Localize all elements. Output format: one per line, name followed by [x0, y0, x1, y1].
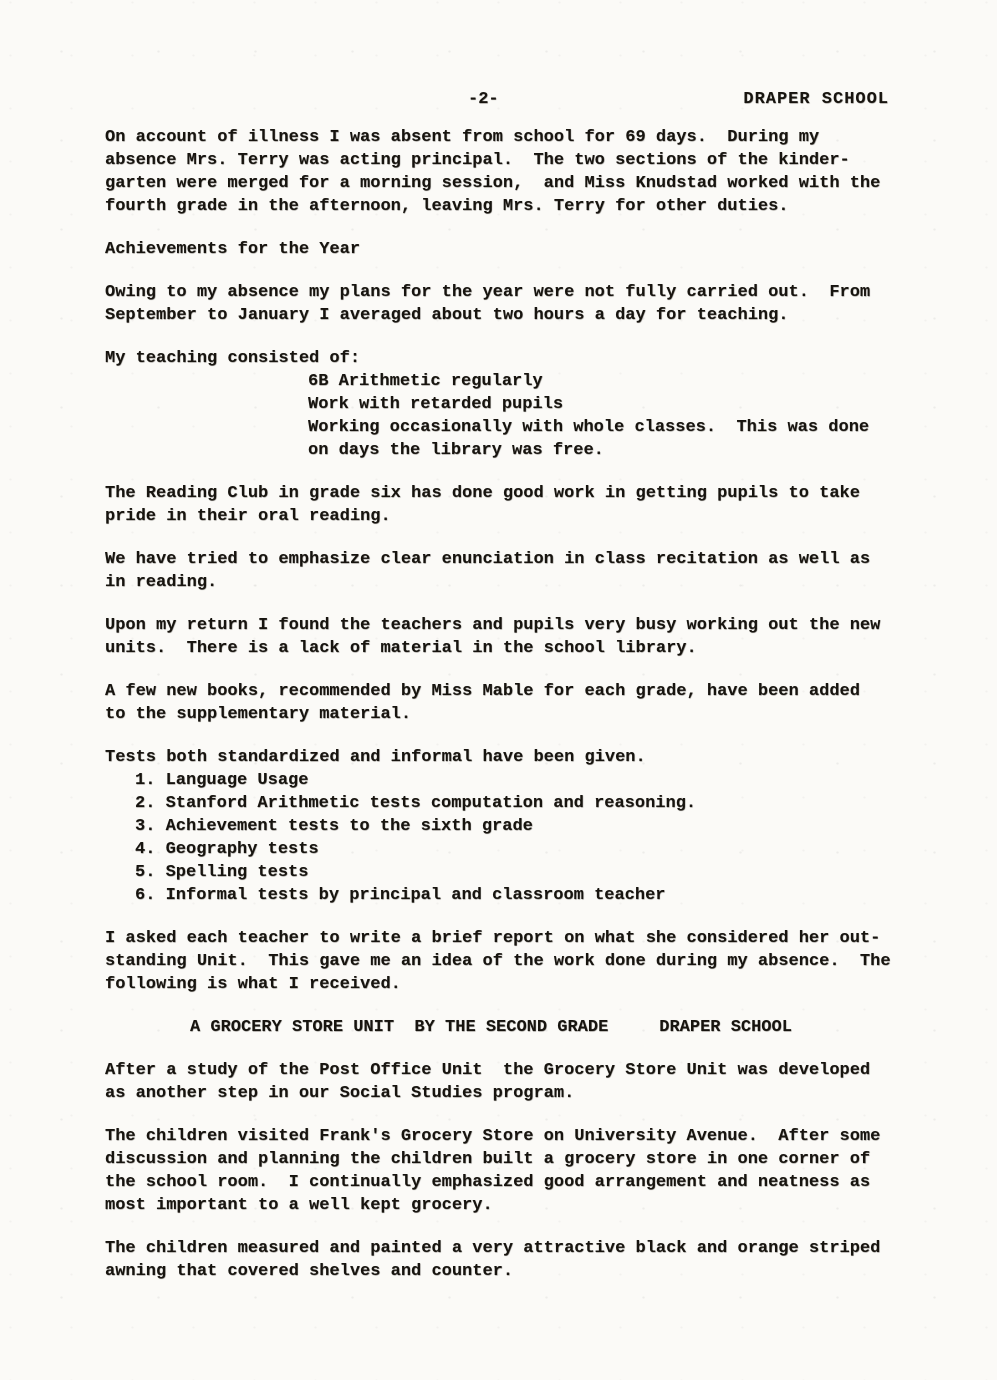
text-line: in reading.: [105, 573, 218, 592]
text-line: garten were merged for a morning session, and Miss Knudstad worked with the: [105, 174, 881, 193]
page-number: -2-: [468, 90, 499, 109]
list-item: 1. Language Usage: [135, 771, 309, 790]
teaching-intro-line: My teaching consisted of:: [105, 349, 361, 368]
list-item: 4. Geography tests: [135, 840, 319, 859]
paragraph-teacher-reports: [105, 927, 935, 996]
list-item: 5. Spelling tests: [135, 863, 309, 882]
text-line: On account of illness I was absent from school for 69 days. During my: [105, 128, 820, 147]
heading-text: A GROCERY STORE UNIT BY THE SECOND GRADE DRAPER SCHOOL: [190, 1018, 792, 1037]
text-line: fourth grade in the afternoon, leaving Mrs. Terry for other duties.: [105, 197, 789, 216]
tests-list: [105, 769, 935, 907]
list-item: on days the library was free.: [308, 441, 604, 460]
tests-block: [105, 746, 935, 907]
text-line: pride in their oral reading.: [105, 507, 391, 526]
paragraph-reading-club: [105, 482, 935, 528]
text-line: awning that covered shelves and counter.: [105, 1262, 514, 1281]
text-line: I asked each teacher to write a brief report on what she considered her out-: [105, 929, 881, 948]
text-line: units. There is a lack of material in the school library.: [105, 639, 697, 658]
text-line: standing Unit. This gave me an idea of the work done during my absence. The: [105, 952, 891, 971]
section-heading-achievements: [105, 238, 935, 261]
paragraph-absence: [105, 126, 935, 218]
paragraph-enunciation: [105, 548, 935, 594]
list-item: Work with retarded pupils: [308, 395, 564, 414]
list-item: 2. Stanford Arithmetic tests computation and reasoning.: [135, 794, 697, 813]
teaching-activities-list: [105, 370, 935, 462]
list-item: 6B Arithmetic regularly: [308, 372, 543, 391]
text-line: The children measured and painted a very attractive black and orange striped: [105, 1239, 881, 1258]
text-line: discussion and planning the children built a grocery store in one corner of: [105, 1150, 871, 1169]
document-body: [105, 126, 935, 1303]
text-line: as another step in our Social Studies program.: [105, 1084, 575, 1103]
paragraph-post-office: [105, 1059, 935, 1105]
list-item: 6. Informal tests by principal and classroom teacher: [135, 886, 666, 905]
paragraph-awning: [105, 1237, 935, 1283]
text-line: We have tried to emphasize clear enunciation in class recitation as well as: [105, 550, 871, 569]
text-line: absence Mrs. Terry was acting principal. The two sections of the kinder-: [105, 151, 850, 170]
text-line: September to January I averaged about two hours a day for teaching.: [105, 306, 789, 325]
paragraph-franks-grocery: [105, 1125, 935, 1217]
text-line: After a study of the Post Office Unit the Grocery Store Unit was developed: [105, 1061, 871, 1080]
text-line: following is what I received.: [105, 975, 401, 994]
text-line: Upon my return I found the teachers and pupils very busy working out the new: [105, 616, 881, 635]
paragraph-new-books: [105, 680, 935, 726]
paragraph-plans: [105, 281, 935, 327]
heading-text: Achievements for the Year: [105, 240, 361, 259]
list-item: 3. Achievement tests to the sixth grade: [135, 817, 533, 836]
paragraph-return: [105, 614, 935, 660]
teaching-consisted-block: [105, 347, 935, 462]
text-line: Owing to my absence my plans for the year were not fully carried out. From: [105, 283, 871, 302]
text-line: The Reading Club in grade six has done good work in getting pupils to take: [105, 484, 860, 503]
page-header: [0, 88, 997, 111]
text-line: The children visited Frank's Grocery Store on University Avenue. After some: [105, 1127, 881, 1146]
header-school-name: DRAPER SCHOOL: [743, 90, 889, 109]
text-line: most important to a well kept grocery.: [105, 1196, 493, 1215]
text-line: to the supplementary material.: [105, 705, 412, 724]
text-line: the school room. I continually emphasized good arrangement and neatness as: [105, 1173, 871, 1192]
list-item: Working occasionally with whole classes. This was done: [308, 418, 870, 437]
heading-grocery-store-unit: [105, 1016, 935, 1039]
text-line: A few new books, recommended by Miss Mable for each grade, have been added: [105, 682, 860, 701]
tests-intro-line: Tests both standardized and informal have been given.: [105, 748, 646, 767]
